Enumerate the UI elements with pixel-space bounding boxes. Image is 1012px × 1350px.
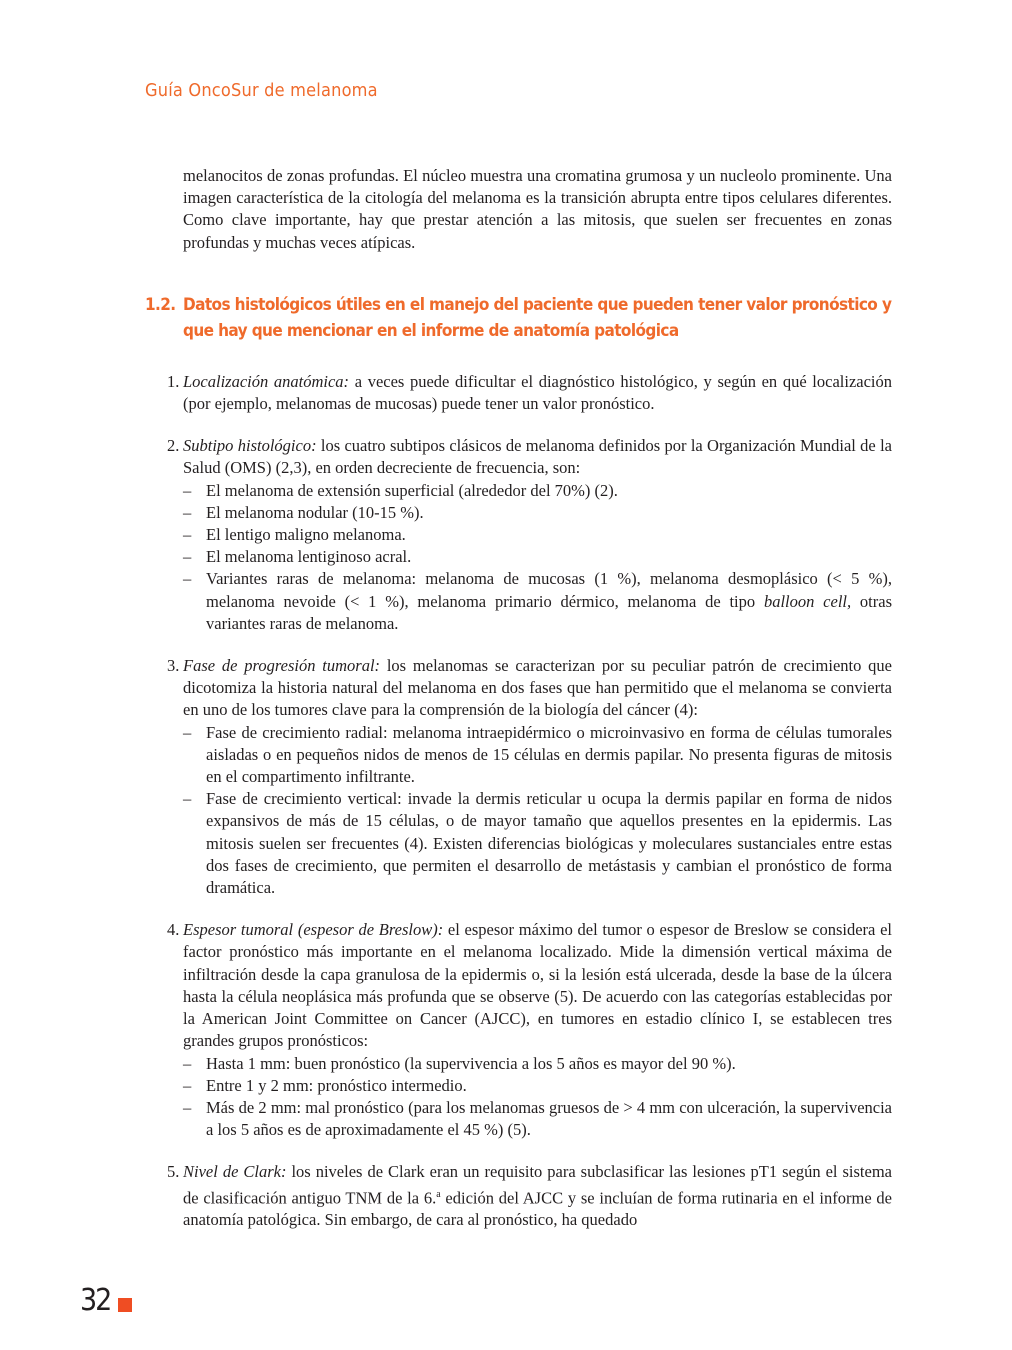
- list-item-3: [145, 655, 892, 899]
- list-item-4: [145, 919, 892, 1141]
- bullet-item: – El melanoma de extensión superficial (alrededor del 70%) (2).: [183, 480, 618, 500]
- item-number: 1.: [167, 371, 180, 391]
- bullet-item: – Más de 2 mm: mal pronóstico (para los melanomas gruesos de > 4 mm con ulceración, la supervivencia a los 5 años es de aproximadamente el 45 %) (5).: [183, 1097, 892, 1140]
- item-text: a veces puede dificultar el diagnóstico histológico, y según en qué localización (por ejemplo, melanomas de mucosas) puede tener un valor pronóstico.: [183, 371, 892, 414]
- running-header: Guía OncoSur de melanoma: [145, 80, 378, 101]
- section-title: Datos histológicos útiles en el manejo del paciente que pueden tener valor pronóstico y que hay que mencionar en el informe de anatomía patológica: [183, 294, 892, 341]
- section-number: 1.2.: [145, 294, 176, 315]
- item-number: 2.: [167, 436, 180, 456]
- item-label: Nivel de Clark:: [183, 1162, 287, 1182]
- item-text: los niveles de Clark eran un requisito para subclasificar las lesiones pT1 según el sistema de clasificación antiguo TNM de la 6.: [183, 1162, 892, 1208]
- bullet-item: – Hasta 1 mm: buen pronóstico (la supervivencia a los 5 años es mayor del 90 %).: [183, 1053, 736, 1073]
- section-heading: [145, 292, 892, 344]
- bullet-item: – Fase de crecimiento radial: melanoma intraepidérmico o microinvasivo en forma de células tumorales aisladas o en pequeños nidos de menos de 15 células en dermis papilar. No presenta figuras de mitosis en el compartimento infiltrante.: [183, 722, 892, 787]
- bullet-item: – Variantes raras de melanoma: melanoma de mucosas (1 %), melanoma desmoplásico (< 5 %), melanoma nevoide (< 1 %), melanoma primario dérmico, melanoma de tipo balloon cell, otras variantes raras de melanoma.: [183, 569, 893, 633]
- bullet-item: – Fase de crecimiento vertical: invade la dermis reticular u ocupa la dermis papilar en forma de nidos expansivos de más de 15 células, o de mayor tamaño que aquellos presentes en la epidermis. Las mitosis suelen ser frecuentes (4). Existen diferencias biológicas y moleculares sustanciales entre estas dos fases de crecimiento, que permiten el desarrollo de metástasis y cambian el pronóstico de forma dramática.: [183, 789, 892, 898]
- page-body: [145, 165, 892, 1251]
- bullet-item: – Entre 1 y 2 mm: pronóstico intermedio.: [183, 1075, 467, 1095]
- item-label: Localización anatómica:: [183, 371, 350, 391]
- item-label: Subtipo histológico:: [183, 436, 317, 456]
- list-item-1: [145, 371, 892, 415]
- page-number: 32: [80, 1283, 111, 1318]
- item-number: 5.: [167, 1162, 180, 1182]
- list-item-5: 5. Nivel de Clark: los niveles de Clark eran un requisito para subclasificar las lesiones pT1 según el sistema de clasificación antiguo TNM de la 6.$^a$ edición del AJCC y se incluían de forma rutinaria en el informe de anatomía patológica. Sin embargo, de cara al pronóstico, ha quedado: [145, 1161, 892, 1231]
- item-number: 3.: [167, 656, 180, 676]
- item-label: Espesor tumoral (espesor de Breslow):: [183, 920, 444, 940]
- intro-paragraph: melanocitos de zonas profundas. El núcleo muestra una cromatina grumosa y un nucleolo prominente. Una imagen característica de la citología del melanoma es la transición abrupta entre tipos celulares diferentes. Como clave importante, hay que prestar atención a las mitosis, que suelen ser frecuentes en zonas profundas y muchas veces atípicas.: [183, 166, 892, 252]
- item-label: Fase de progresión tumoral:: [183, 656, 381, 676]
- bullet-item: – El melanoma nodular (10-15 %).: [183, 502, 424, 522]
- bullet-list: [145, 722, 892, 900]
- bullet-list: [145, 480, 892, 635]
- bullet-list: [145, 1053, 892, 1142]
- bullet-item: – El lentigo maligno melanoma.: [183, 525, 406, 545]
- page-footer: [80, 1283, 132, 1318]
- bullet-item: – El melanoma lentiginoso acral.: [183, 547, 412, 567]
- item-text: los cuatro subtipos clásicos de melanoma definidos por la Organización Mundial de la Salud (OMS) (2,3), en orden decreciente de frecuencia, son:: [183, 436, 892, 478]
- superscript: a: [436, 1188, 441, 1200]
- list-item-2: [145, 435, 892, 635]
- square-icon: [118, 1298, 132, 1312]
- item-number: 4.: [167, 920, 180, 940]
- item-text: el espesor máximo del tumor o espesor de Breslow se considera el factor pronóstico más importante en el melanoma localizado. Mide la dimensión vertical máxima de infiltración desde la capa granulosa de la epidermis o, si la lesión está ulcerada, desde la base de la úlcera hasta la célula neoplásica más profunda que se observe (5). De acuerdo con las categorías establecidas por la American Joint Committee on Cancer (AJCC), en tumores en estadio clínico I, se establecen tres grandes grupos pronósticos:: [183, 920, 892, 1051]
- item-text: los melanomas se caracterizan por su peculiar patrón de crecimiento que dicotomiza la historia natural del melanoma en dos fases que han permitido que el melanoma se convierta en uno de los tumores clave para la comprensión de la biología del cáncer (4):: [183, 656, 892, 720]
